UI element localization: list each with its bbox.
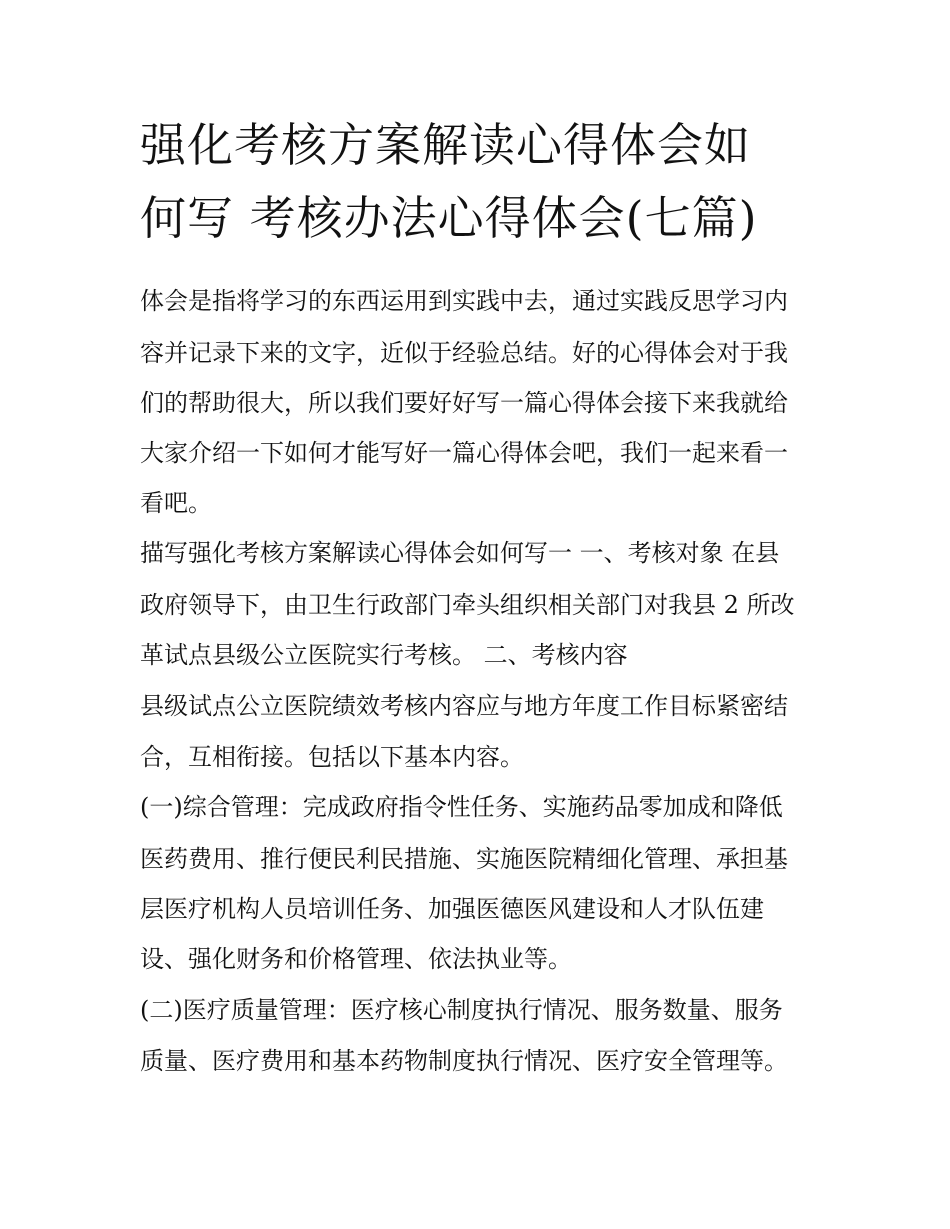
body-text-line: 层医疗机构人员培训任务、加强医德医风建设和人才队伍建 <box>140 895 764 923</box>
body-text-line: 容并记录下来的文字，近似于经验总结。好的心得体会对于我 <box>140 339 788 367</box>
body-text-line: 大家介绍一下如何才能写好一篇心得体会吧，我们一起来看一 <box>140 439 788 467</box>
body-text-line: 革试点县级公立医院实行考核。 二、考核内容 <box>140 641 628 669</box>
page-title-line-1: 强化考核方案解读心得体会如 <box>140 118 751 172</box>
body-text-line: 设、强化财务和价格管理、依法执业等。 <box>140 945 572 973</box>
body-text-line: 质量、医疗费用和基本药物制度执行情况、医疗安全管理等。 <box>140 1047 788 1075</box>
body-text-line: 描写强化考核方案解读心得体会如何写一 一、考核对象 在县 <box>140 539 780 567</box>
body-text-line: (一)综合管理：完成政府指令性任务、实施药品零加成和降低 <box>140 793 783 821</box>
body-text-line: 县级试点公立医院绩效考核内容应与地方年度工作目标紧密结 <box>140 692 788 720</box>
body-text-line: 合，互相衔接。包括以下基本内容。 <box>140 743 524 771</box>
body-text-line: 体会是指将学习的东西运用到实践中去，通过实践反思学习内 <box>140 287 788 315</box>
body-text-line: 们的帮助很大，所以我们要好好写一篇心得体会接下来我就给 <box>140 389 788 417</box>
body-text-line: 政府领导下，由卫生行政部门牵头组织相关部门对我县 2 所改 <box>140 591 795 619</box>
page-title-line-2: 何写 考核办法心得体会(七篇) <box>140 191 758 245</box>
body-text-line: (二)医疗质量管理：医疗核心制度执行情况、服务数量、服务 <box>140 996 783 1024</box>
body-text-line: 医药费用、推行便民利民措施、实施医院精细化管理、承担基 <box>140 845 788 873</box>
body-text-line: 看吧。 <box>140 489 212 517</box>
